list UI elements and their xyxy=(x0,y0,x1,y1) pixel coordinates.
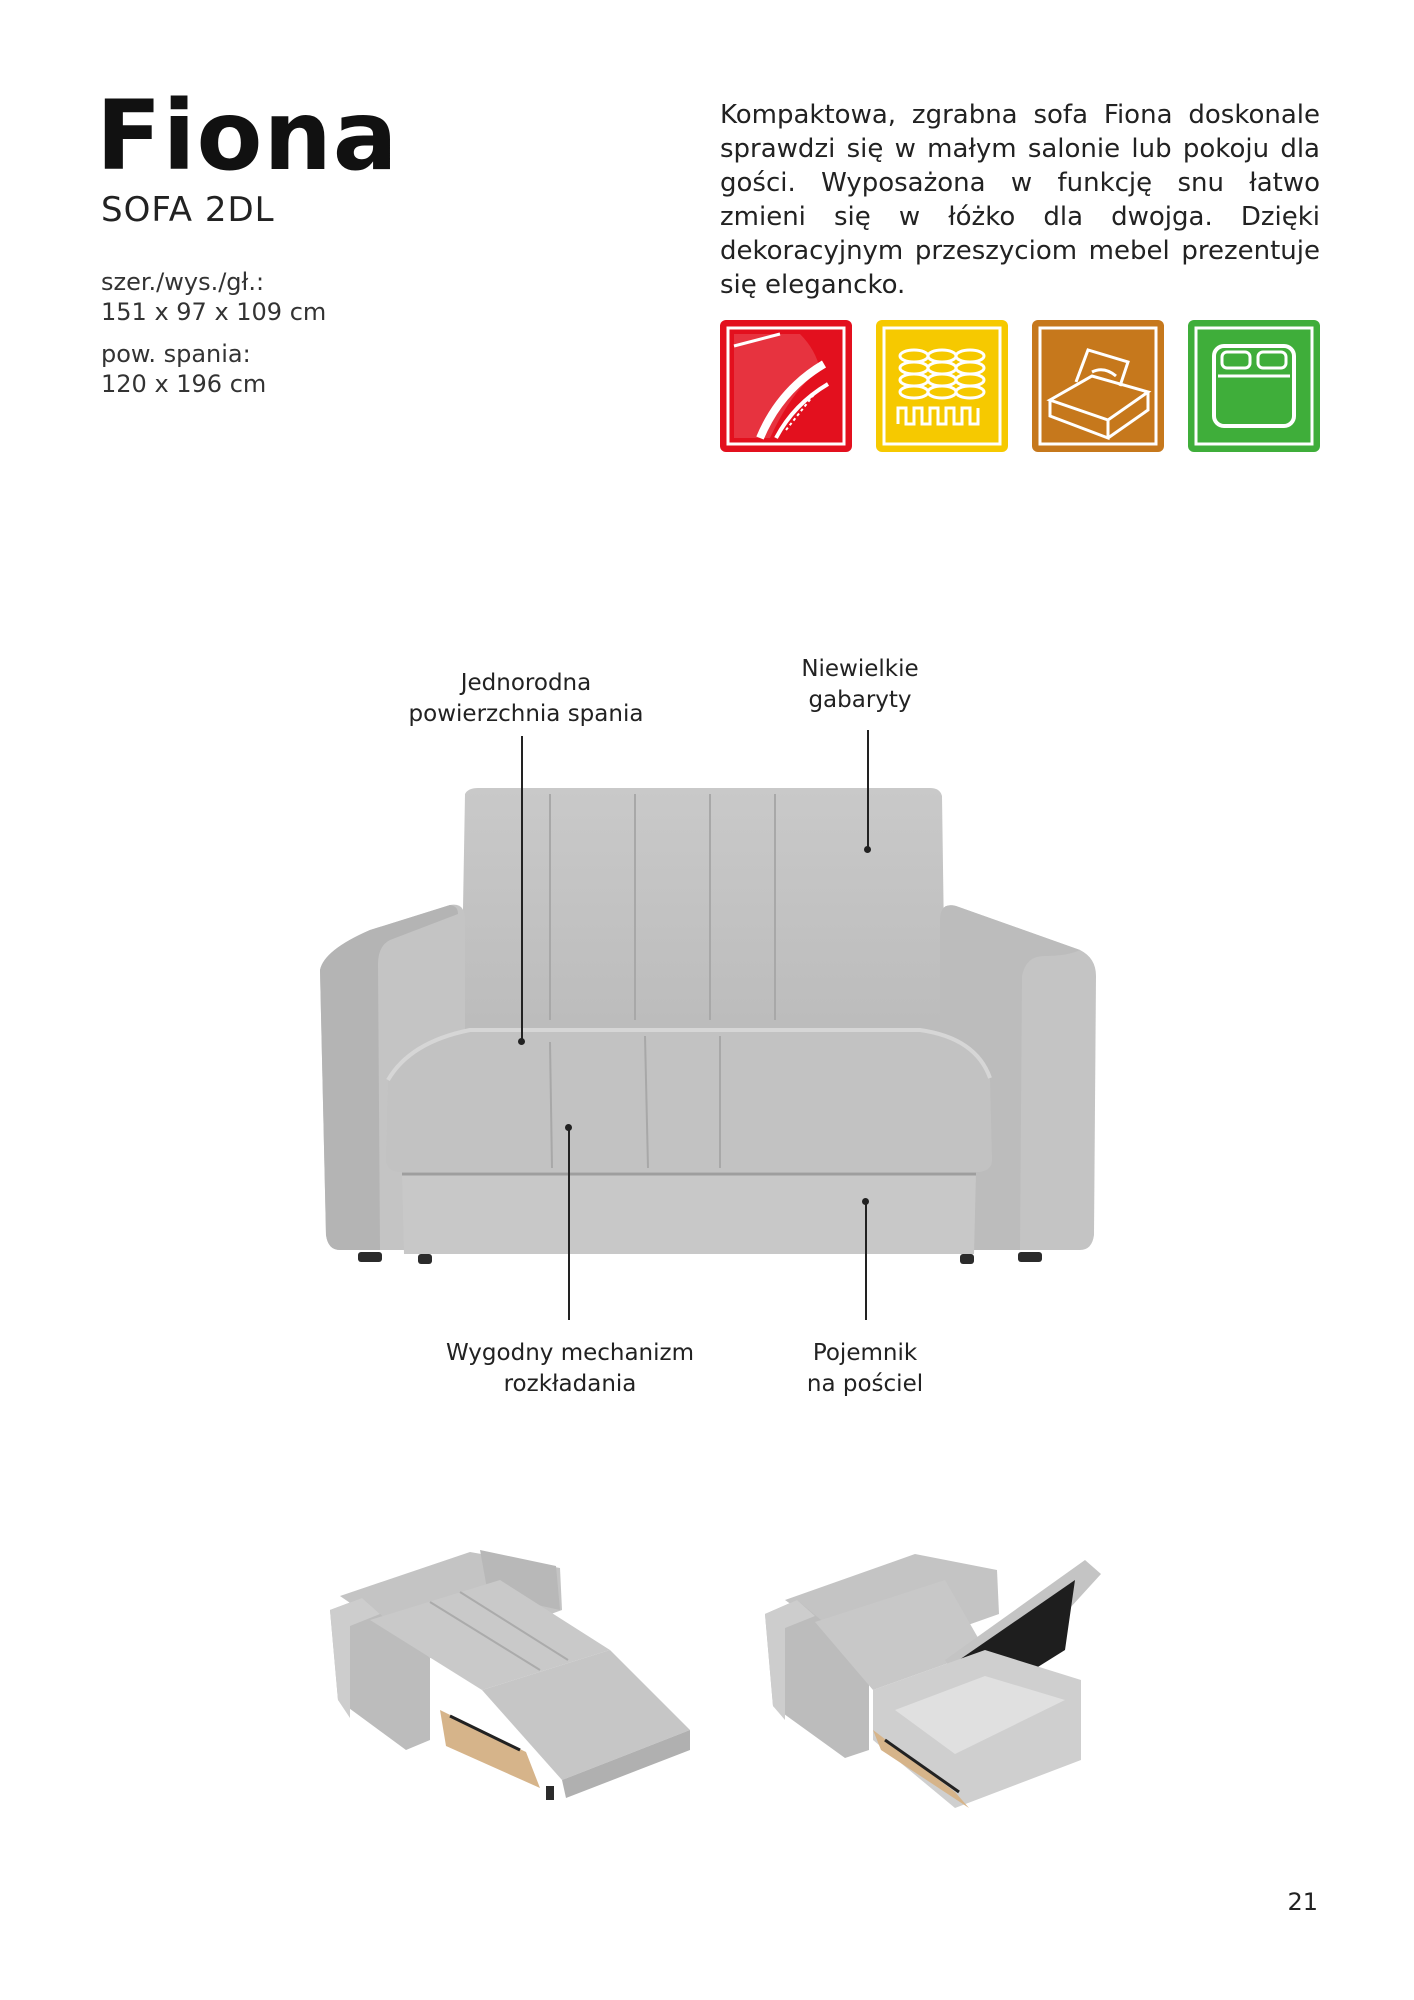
callout-line: gabaryty xyxy=(808,687,912,713)
dimensions-value: 151 x 97 x 109 cm xyxy=(101,298,327,326)
sleeping-area-value: 120 x 196 cm xyxy=(101,370,267,398)
page-number: 21 xyxy=(1287,1888,1318,1916)
callout-line: na pościel xyxy=(806,1371,924,1397)
sleeping-area-label: pow. spania: xyxy=(101,340,251,368)
callout-mechanism xyxy=(440,1338,700,1400)
sofa-bed-open-image xyxy=(310,1540,700,1810)
fabric-icon xyxy=(720,320,852,452)
leader-dot-sleeping-surface xyxy=(518,1038,525,1045)
callout-line: Jednorodna xyxy=(460,670,592,696)
sofa-image xyxy=(300,780,1120,1300)
product-type: SOFA 2DL xyxy=(101,190,275,230)
bed-container-icon xyxy=(1032,320,1164,452)
leader-dot-compact-size xyxy=(864,846,871,853)
leader-line-sleeping-surface xyxy=(521,736,523,1042)
callout-storage xyxy=(735,1338,995,1400)
sofa-storage-open-image xyxy=(745,1540,1125,1810)
sleeping-function-icon xyxy=(1188,320,1320,452)
springs-icon xyxy=(876,320,1008,452)
dimensions-label: szer./wys./gł.: xyxy=(101,268,265,296)
leader-line-compact-size xyxy=(867,730,869,850)
leader-line-storage xyxy=(865,1202,867,1320)
product-name: Fiona xyxy=(96,80,399,192)
callout-line: powierzchnia spania xyxy=(408,701,644,727)
callout-line: Niewielkie xyxy=(801,656,919,682)
product-description: Kompaktowa, zgrabna sofa Fiona doskonale sprawdzi się w małym salonie lub pokoju dla gości. Wyposażona w funkcję snu łatwo zmieni się w łóżko dla dwojga. Dzięki dekoracyjnym przeszyciom mebel prezentuje się elegancko. xyxy=(720,100,1320,300)
leader-line-mechanism xyxy=(568,1128,570,1320)
callout-sleeping-surface xyxy=(396,668,656,730)
callout-line: rozkładania xyxy=(503,1371,637,1397)
callout-line: Pojemnik xyxy=(812,1340,918,1366)
callout-line: Wygodny mechanizm xyxy=(445,1340,695,1366)
callout-compact-size xyxy=(730,654,990,716)
